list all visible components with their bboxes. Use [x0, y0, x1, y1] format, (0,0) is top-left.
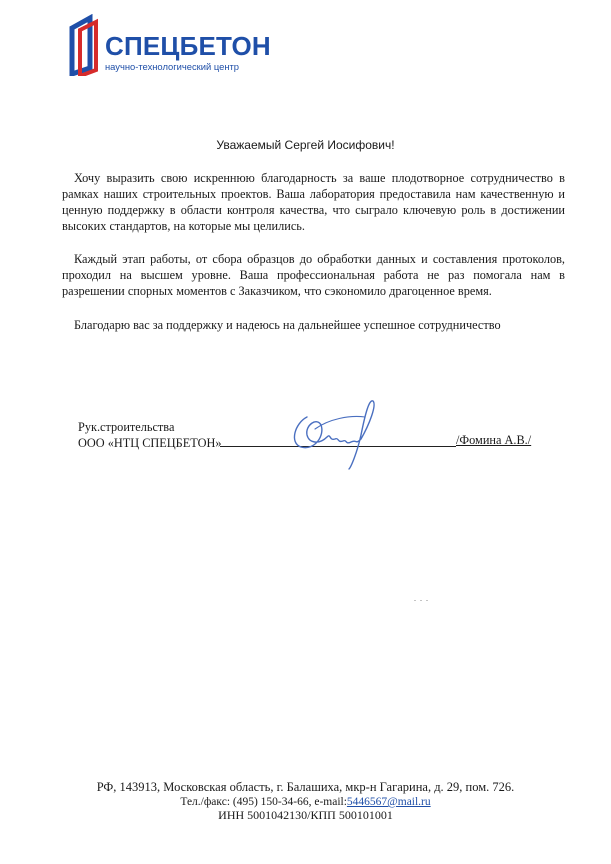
logo-text	[105, 33, 271, 72]
scan-dots: . . .	[414, 594, 429, 603]
salutation: Уважаемый Сергей Иосифович!	[216, 138, 395, 152]
signatory-name: /Фомина А.В./	[456, 433, 532, 447]
footer-inn: ИНН 5001042130/КПП 500101001	[218, 808, 393, 822]
paragraph-work-quality: Каждый этап работы, от сбора образцов до обработки данных и составления протоколов, проходил на высшем уровне. Ваша профессиональная работа не раз помогала нам в разрешении спорных моментов с Заказчиком, что сэкономило драгоценное время.	[62, 252, 565, 298]
paragraph-closing: Благодарю вас за поддержку и надеюсь на дальнейшее успешное сотрудничество	[74, 318, 501, 332]
company-subtitle: научно-технологический центр	[105, 61, 240, 72]
signatory-block	[78, 419, 222, 451]
email-link[interactable]: 5446567@mail.ru	[346, 796, 431, 808]
paragraph-gratitude: Хочу выразить свою искреннюю благодарность за ваше плодотворное сотрудничество в рамках наших строительных проектов. Ваша лаборатория предоставила нам качественную и ценную поддержку в области контроля качества, что сыграло ключевую роль в достижении высоких стандартов, на которые мы целились.	[62, 171, 565, 233]
footer-address: РФ, 143913, Московская область, г. Балашиха, мкр-н Гагарина, д. 29, пом. 726.	[96, 780, 515, 794]
company-logo-icon	[66, 14, 106, 76]
signatory-position: Рук.строительства	[78, 420, 175, 434]
footer-phone: Тел./факс: (495) 150-34-66, e-mail:	[180, 796, 347, 808]
signatory-company: ООО «НТЦ СПЕЦБЕТОН»	[78, 436, 222, 450]
handwritten-signature	[285, 395, 395, 475]
company-name: СПЕЦБЕТОН	[105, 31, 271, 61]
